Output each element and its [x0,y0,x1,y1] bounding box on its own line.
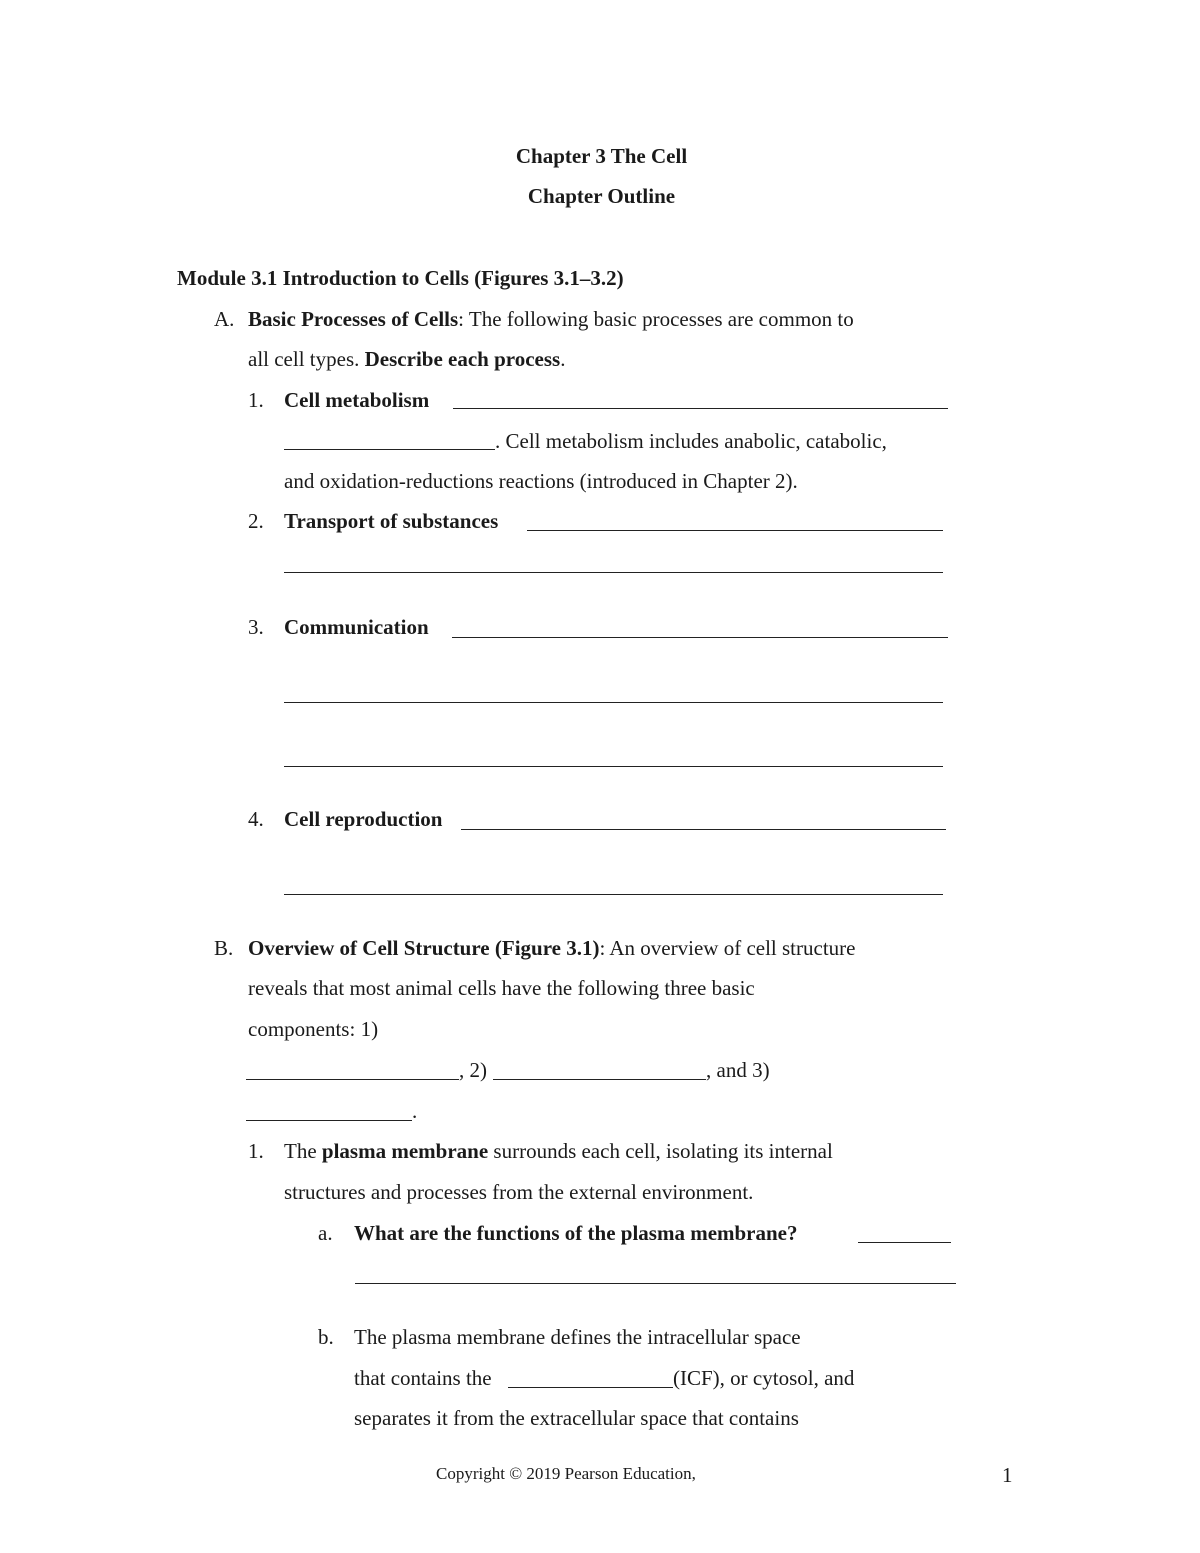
section-b-title: Overview of Cell Structure (Figure 3.1) [248,936,600,960]
components-period: . [412,1099,418,1123]
answer-blank[interactable] [246,1120,412,1121]
subitem-b-marker: b. [318,1325,334,1349]
section-a-marker: A. [214,307,235,331]
answer-blank[interactable] [527,530,943,531]
subitem-b-line1: The plasma membrane defines the intracellular space [354,1325,801,1349]
section-b-line3: components: 1) [248,1017,379,1041]
answer-blank[interactable] [246,1079,459,1080]
copyright-notice: Copyright © 2019 Pearson Education, [436,1464,696,1483]
answer-blank[interactable] [508,1387,673,1388]
answer-blank[interactable] [284,702,943,703]
module-heading: Module 3.1 Introduction to Cells (Figures 3.1–3.2) [177,266,624,290]
answer-blank[interactable] [284,894,943,895]
item-a1-number: 1. [248,388,264,412]
item-a3-label: Communication [284,615,429,639]
section-b-intro [248,935,855,961]
answer-blank[interactable] [284,572,943,573]
item-a2-label: Transport of substances [284,509,499,533]
item-a4-number: 4. [248,807,264,831]
answer-blank[interactable] [461,829,946,830]
answer-blank[interactable] [284,449,495,450]
answer-blank[interactable] [452,637,948,638]
item-b1-line2: structures and processes from the external environment. [284,1180,754,1204]
item-a4-label: Cell reproduction [284,807,443,831]
chapter-outline-heading: Chapter Outline [527,184,676,208]
section-b-marker: B. [214,936,234,960]
section-a-intro-text: : The following basic processes are common to [458,307,854,331]
describe-instruction: Describe each process [364,347,561,371]
subitem-a-marker: a. [318,1221,333,1245]
section-b-line2: reveals that most animal cells have the following three basic [248,976,755,1000]
item-a2-number: 2. [248,509,264,533]
answer-blank[interactable] [355,1283,956,1284]
answer-blank[interactable] [453,408,948,409]
item-b1-text: The plasma membrane surrounds each cell, isolating its internal [284,1139,833,1163]
page-number: 1 [1002,1463,1013,1487]
chapter-title: Chapter 3 The Cell [515,144,688,168]
subitem-b-line2-post: (ICF), or cytosol, and [673,1366,855,1390]
item-a3-number: 3. [248,615,264,639]
answer-blank[interactable] [493,1079,706,1080]
answer-blank[interactable] [858,1242,951,1243]
component-separator-3: , and 3) [706,1058,770,1082]
section-b-intro-text: : An overview of cell structure [599,936,856,960]
section-a-intro-line2: all cell types. Describe each process. [248,347,566,371]
subitem-b-line3: separates it from the extracellular space that contains [354,1406,799,1430]
item-b1-number: 1. [248,1139,264,1163]
component-separator-2: , 2) [459,1058,487,1082]
section-a-intro [248,306,854,332]
item-a1-label: Cell metabolism [284,388,430,412]
subitem-b-line2-pre: that contains the [354,1366,492,1390]
subitem-a-question: What are the functions of the plasma membrane? [354,1221,798,1245]
answer-blank[interactable] [284,766,943,767]
section-a-title: Basic Processes of Cells [248,307,459,331]
plasma-membrane-term: plasma membrane [321,1139,489,1163]
metabolism-text-line1: . Cell metabolism includes anabolic, catabolic, [495,429,887,453]
metabolism-text-line2: and oxidation-reductions reactions (introduced in Chapter 2). [284,469,798,493]
